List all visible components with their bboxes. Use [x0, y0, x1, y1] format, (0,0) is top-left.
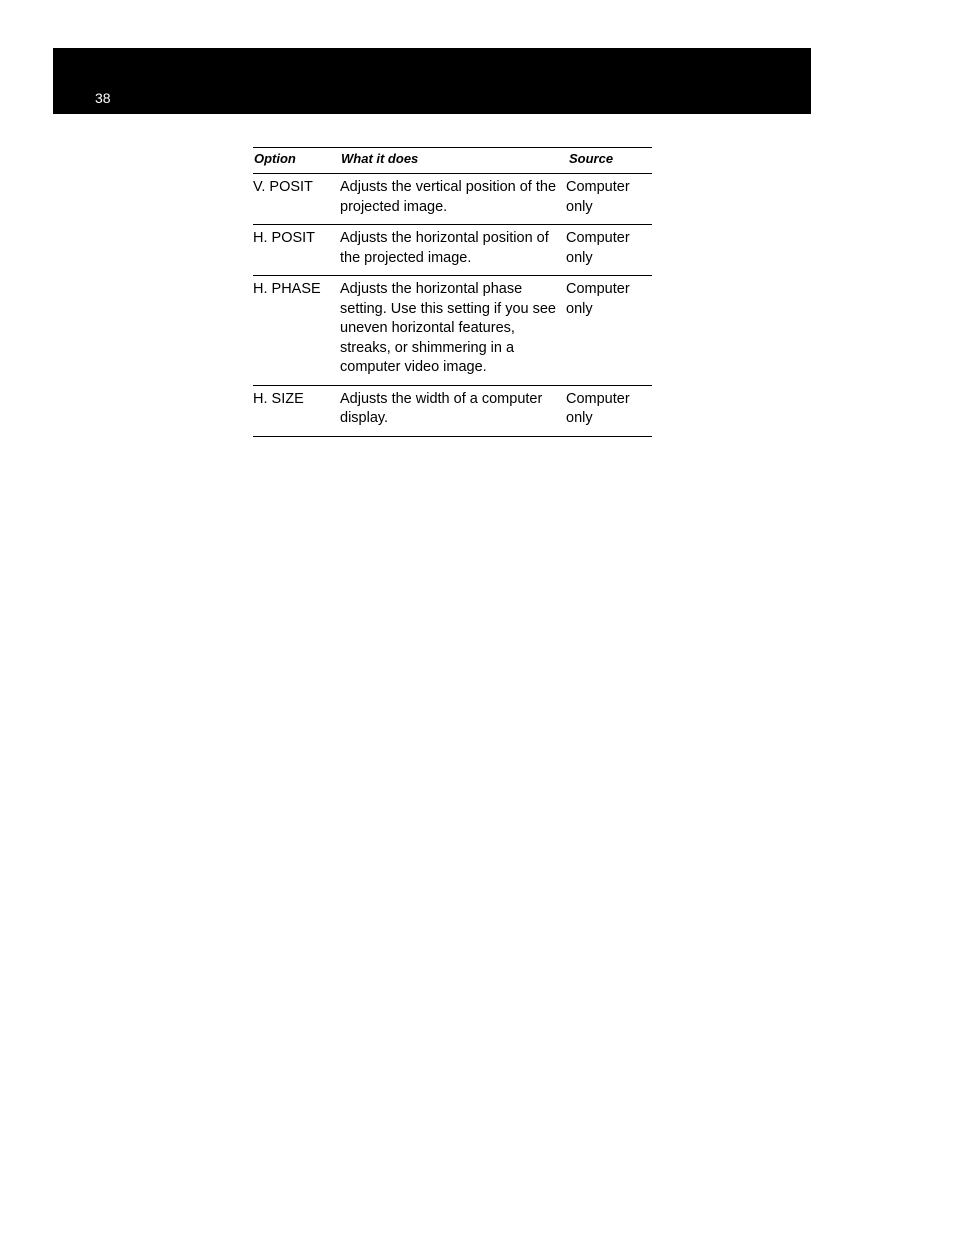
header-bar [53, 48, 811, 114]
column-header-what-it-does: What it does [340, 148, 566, 174]
option-cell: H. PHASE [253, 276, 340, 386]
option-cell: V. POSIT [253, 174, 340, 225]
description-cell: Adjusts the width of a computer display. [340, 385, 566, 436]
table-row [253, 385, 652, 436]
options-table-container [253, 147, 652, 437]
options-table [253, 147, 652, 437]
source-cell: Computer only [566, 385, 652, 436]
table-row [253, 276, 652, 386]
source-cell: Computer only [566, 225, 652, 276]
table-header-row [253, 148, 652, 174]
source-cell: Computer only [566, 276, 652, 386]
table-row [253, 174, 652, 225]
source-cell: Computer only [566, 174, 652, 225]
column-header-option: Option [253, 148, 340, 174]
page-number: 38 [95, 90, 111, 106]
column-header-source: Source [566, 148, 652, 174]
description-cell: Adjusts the horizontal phase setting. Use this setting if you see uneven horizontal features, streaks, or shimmering in a computer video image. [340, 276, 566, 386]
option-cell: H. POSIT [253, 225, 340, 276]
description-cell: Adjusts the horizontal position of the projected image. [340, 225, 566, 276]
description-cell: Adjusts the vertical position of the projected image. [340, 174, 566, 225]
option-cell: H. SIZE [253, 385, 340, 436]
table-row [253, 225, 652, 276]
